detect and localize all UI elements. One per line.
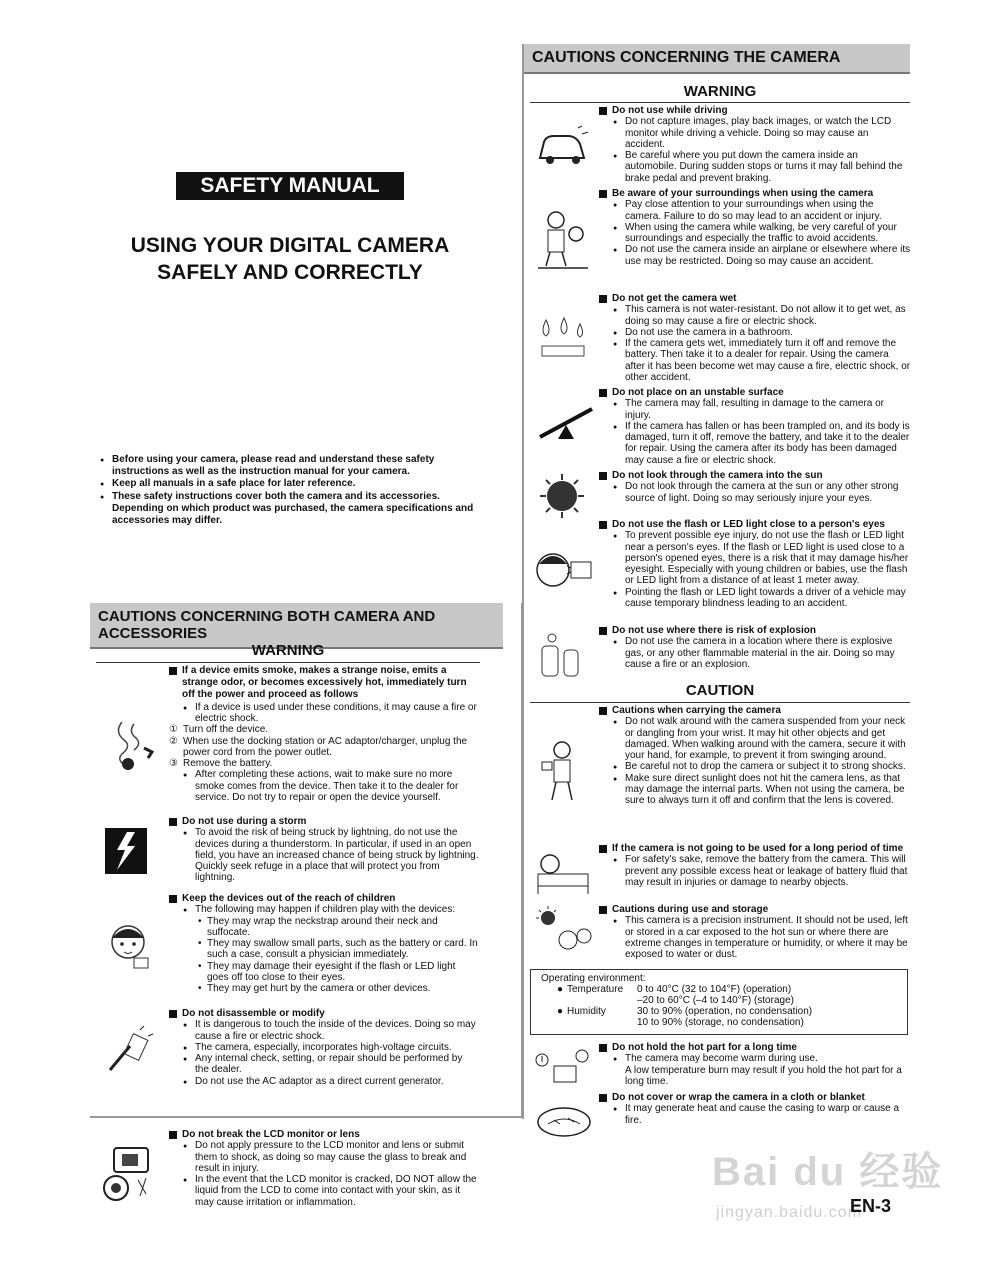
env-temp-1: 0 to 40°C (32 to 104°F) (operation) — [637, 984, 792, 996]
cloth-heading: Do not cover or wrap the camera in a cloth or blanket — [599, 1092, 911, 1103]
seesaw-icon — [536, 405, 596, 441]
smoke-bullet: ● If a device is used under these conditions, it may cause a fire or electric shock. — [195, 702, 479, 725]
surroundings-bullet: ● When using the camera while walking, be very careful of your surroundings and especially the traffic to avoid accidents. — [625, 222, 911, 245]
lcd-bullet: ● In the event that the LCD monitor is cracked, DO NOT allow the liquid from the LCD to come into contact with your skin, as it may cause irritation or inflammation. — [195, 1174, 479, 1208]
surroundings-bullet: ● Pay close attention to your surroundings when using the camera. Failure to do so may lead to an accident or injury. — [625, 199, 911, 222]
sun-bullet: ● Do not look through the camera at the sun or any other strong source of light. Doing so may seriously injure your eyes. — [625, 481, 911, 504]
watermark: Bai du 经验 — [712, 1150, 944, 1194]
storage-bullet: ● This camera is a precision instrument. It should not be used, left or stored in a car exposed to the hot sun or where there are extreme changes in temperature or humidity, or where it may be exposed to water or dust. — [625, 915, 911, 960]
left-warning-rule — [96, 662, 480, 663]
surroundings-section — [599, 188, 911, 267]
disassemble-bullet: ● Do not use the AC adaptor as a direct current generator. — [195, 1076, 479, 1087]
children-sub: • They may wrap the neckstrap around their neck and suffocate. — [207, 916, 479, 939]
env-temp-label: Temperature — [567, 984, 624, 996]
children-sub: • They may damage their eyesight if the flash or LED light goes off too close to their eyes. — [207, 961, 479, 984]
children-sub: • They may get hurt by the camera or other devices. — [207, 983, 479, 994]
left-section-title: CAUTIONS CONCERNING BOTH CAMERA AND ACCESSORIES — [90, 603, 503, 649]
tools-icon — [104, 1024, 156, 1076]
cloth-bullet: ● It may generate heat and cause the casing to warp or cause a fire. — [625, 1103, 911, 1126]
unstable-heading: Do not place on an unstable surface — [599, 387, 911, 398]
children-heading: Keep the devices out of the reach of children — [169, 893, 479, 904]
carrying-section — [599, 705, 911, 807]
intro-note: ● Before using your camera, please read and understand these safety instructions as well as the instruction manual for your camera. — [112, 454, 482, 478]
cloth-section — [599, 1092, 911, 1126]
driving-heading: Do not use while driving — [599, 105, 911, 116]
wet-heading: Do not get the camera wet — [599, 293, 911, 304]
broken-lcd-icon — [98, 1140, 160, 1206]
driving-bullet: ● Be careful where you put down the camera inside an automobile. During sudden stops or turns it may fall behind the brake pedal and prevent braking. — [625, 150, 911, 184]
sun-section — [599, 470, 911, 504]
page-number: EN-3 — [850, 1196, 892, 1216]
child-icon — [104, 914, 156, 976]
intro-note: ● Keep all manuals in a safe place for later reference. — [112, 478, 482, 490]
left-warning-label: WARNING — [251, 642, 325, 659]
right-warning-rule — [530, 102, 910, 103]
main-title — [110, 232, 470, 286]
flash-heading: Do not use the flash or LED light close to a person's eyes — [599, 519, 911, 530]
lcd-bullet: ● Do not apply pressure to the LCD monitor and lens or submit them to shock, as doing so may cause the glass to break and result in injury. — [195, 1140, 479, 1174]
lightning-icon — [105, 828, 147, 874]
env-hum-1: 30 to 90% (operation, no condensation) — [637, 1006, 813, 1018]
env-title: Operating environment: — [541, 973, 646, 984]
unstable-section — [599, 387, 911, 466]
carrying-bullet: ● Make sure direct sunlight does not hit the camera lens, as that may damage the internal parts. When not using the camera, be sure to always turn it off and confirm that the lens is covered. — [625, 773, 911, 807]
flash-bullet: ● Pointing the flash or LED light towards a driver of a vehicle may cause temporary blindness leading to an accident. — [625, 587, 911, 610]
intro-note: ● These safety instructions cover both the camera and its accessories. Depending on which product was purchased, the camera specifications and accessories may differ. — [112, 491, 482, 528]
env-hum-2: 10 to 90% (storage, no condensation) — [637, 1017, 804, 1029]
unstable-bullet: ● If the camera has fallen or has been trampled on, and its body is damaged, turn it off, remove the battery, and take it to the dealer for repair. Using the camera after its body has been damaged may cause a fire or electric shock. — [625, 421, 911, 466]
intro-notes — [92, 454, 482, 527]
carrying-heading: Cautions when carrying the camera — [599, 705, 911, 716]
longperiod-heading: If the camera is not going to be used for a long period of time — [599, 843, 911, 854]
gas-cylinder-icon — [536, 630, 586, 678]
right-warning-label: WARNING — [683, 83, 757, 100]
storm-section — [169, 816, 479, 884]
carrying-bullet: ● Do not walk around with the camera suspended from your neck or dangling from your wrist. It may hit other objects and get damaged. When walking around with the camera, secure it with your hand, for example, to prevent it from swinging around. — [625, 716, 911, 761]
wet-bullet: ● If the camera gets wet, immediately turn it off and remove the battery. Then take it to a dealer for repair. Using the camera after it has been become wet may cause a fire, electric shock, or other accident. — [625, 338, 911, 383]
sleeping-icon — [534, 848, 592, 896]
safety-manual-badge: SAFETY MANUAL — [176, 172, 404, 200]
operating-environment-box: Operating environment: ● Temperature 0 to 40°C (32 to 104°F) (operation) –20 to 60°C (–4 to 140°F) (storage) ● Humidity 30 to 90% (operation, no condensation) 10 to 90% (storage, no condensation) — [530, 969, 908, 1035]
walking-person-icon — [536, 208, 592, 272]
caution-label: CAUTION — [685, 682, 755, 699]
flash-bullet: ● To prevent possible eye injury, do not use the flash or LED light near a person's eyes. If the flash or LED light is used close to a person's opened eyes, there is a risk that it may damage his/her eyesight. Especially with young children or babies, use the flash or LED light from a distance of at least 1 meter away. — [625, 530, 911, 586]
storm-bullet: ● To avoid the risk of being struck by lightning, do not use the devices during a thunderstorm. In particular, if used in an open field, you have an increased chance of being struck by lightning. Quickly seek refuge in a place that will protect you from lightning. — [195, 827, 479, 883]
hot-section — [599, 1042, 911, 1087]
children-bullet: ● The following may happen if children play with the devices: — [195, 904, 479, 915]
flash-section — [599, 519, 911, 609]
wet-bullet: ● This camera is not water-resistant. Do not allow it to get wet, as doing so may cause a fire or electric shock. — [625, 304, 911, 327]
env-hum-label: Humidity — [567, 1006, 606, 1018]
disassemble-bullet: ● It is dangerous to touch the inside of the devices. Doing so may cause a fire or electric shock. — [195, 1019, 479, 1042]
right-section-title: CAUTIONS CONCERNING THE CAMERA — [524, 44, 910, 74]
car-icon — [534, 124, 590, 166]
driving-section — [599, 105, 911, 184]
disassemble-bullet: ● The camera, especially, incorporates high-voltage circuits. — [195, 1042, 479, 1053]
surroundings-bullet: ● Do not use the camera inside an airplane or elsewhere where its use may be restricted. Doing so may cause an accident. — [625, 244, 911, 267]
carrying-person-icon — [538, 740, 590, 804]
children-sub: • They may swallow small parts, such as the battery or card. In such a case, consult a physician immediately. — [207, 938, 479, 961]
longperiod-bullet: ● For safety's sake, remove the battery from the camera. This will prevent any possible excess heat or leakage of battery fluid that may result in injuries or damage to nearby objects. — [625, 854, 911, 888]
main-title-line1: USING YOUR DIGITAL CAMERA — [130, 234, 450, 257]
hot-bullet-line2: A low temperature burn may result if you hold the hot part for a long time. — [625, 1064, 902, 1087]
storm-heading: Do not use during a storm — [169, 816, 479, 827]
smoke-heading: If a device emits smoke, makes a strange noise, emits a strange odor, or becomes excessively hot, immediately turn off the power and proceed as follows — [169, 665, 479, 702]
main-title-line2: SAFELY AND CORRECTLY — [157, 261, 423, 284]
wet-bullet: ● Do not use the camera in a bathroom. — [625, 327, 911, 338]
hot-bullet-line1: ● The camera may become warm during use. — [625, 1053, 818, 1065]
env-temp-2: –20 to 60°C (–4 to 140°F) (storage) — [637, 995, 794, 1007]
smoke-step: ③ Remove the battery. — [183, 758, 479, 769]
right-column-divider — [522, 44, 524, 1119]
surroundings-heading: Be aware of your surroundings when using the camera — [599, 188, 911, 199]
carrying-bullet: ● Be careful not to drop the camera or subject it to strong shocks. — [625, 761, 911, 772]
explosion-bullet: ● Do not use the camera in a location where there is explosive gas, or any other flammable material in the air. Doing so may cause a fire or an explosion. — [625, 636, 911, 670]
lcd-section — [169, 1129, 479, 1208]
sun-icon — [538, 472, 586, 520]
sun-heading: Do not look through the camera into the sun — [599, 470, 911, 481]
hot-thermometer-icon — [534, 1046, 594, 1090]
flash-eye-icon — [533, 546, 595, 594]
sun-car-icon — [534, 906, 594, 954]
disassemble-bullet: ● Any internal check, setting, or repair should be performed by the dealer. — [195, 1053, 479, 1076]
smoke-step: ① Turn off the device. — [183, 724, 479, 735]
explosion-heading: Do not use where there is risk of explosion — [599, 625, 911, 636]
smoke-section — [169, 665, 479, 803]
disassemble-section — [169, 1008, 479, 1087]
watermark-url: jingyan.baidu.com — [716, 1204, 862, 1221]
explosion-section — [599, 625, 911, 670]
storage-section — [599, 904, 911, 960]
hot-heading: Do not hold the hot part for a long time — [599, 1042, 911, 1053]
lcd-heading: Do not break the LCD monitor or lens — [169, 1129, 479, 1140]
disassemble-heading: Do not disassemble or modify — [169, 1008, 479, 1019]
wet-section — [599, 293, 911, 383]
longperiod-section — [599, 843, 911, 888]
blanket-icon — [534, 1094, 594, 1142]
water-drops-icon — [536, 316, 590, 360]
hot-bullet — [625, 1053, 911, 1087]
driving-bullet: ● Do not capture images, play back images, or watch the LCD monitor while driving a vehicle. Doing so may cause an accident. — [625, 116, 911, 150]
storage-heading: Cautions during use and storage — [599, 904, 911, 915]
children-section — [169, 893, 479, 995]
smoke-bullet: ● After completing these actions, wait to make sure no more smoke comes from the device. Then take it to the dealer for service. Do not try to repair or open the device yourself. — [195, 769, 479, 803]
caution-rule — [530, 702, 910, 703]
smoke-icon — [100, 712, 162, 774]
unstable-bullet: ● The camera may fall, resulting in damage to the camera or injury. — [625, 398, 911, 421]
smoke-step: ② When use the docking station or AC adaptor/charger, unplug the power cord from the power outlet. — [183, 736, 479, 759]
